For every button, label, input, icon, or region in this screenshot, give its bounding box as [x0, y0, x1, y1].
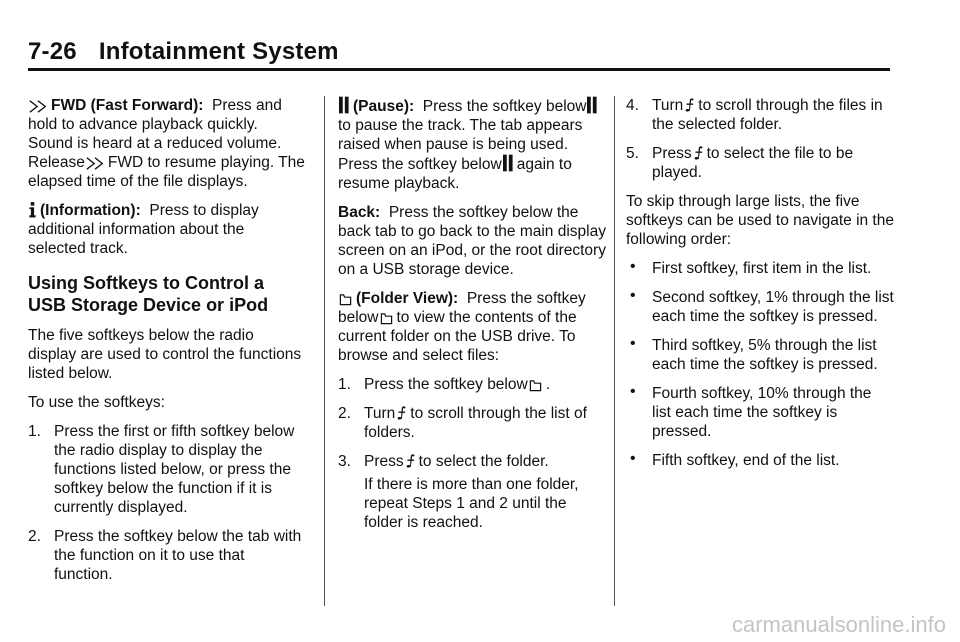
fast-forward-icon	[86, 157, 104, 170]
info-paragraph: (Information): Press to display additional information about the selected track.	[28, 202, 259, 257]
list-item: • Second softkey, 1% through the list each time the softkey is pressed.	[630, 287, 894, 325]
section-heading: Using Softkeys to Control a USB Storage Device or iPod	[28, 273, 269, 315]
list-item: 1. Press the softkey below .	[338, 376, 551, 393]
list-item: 3. Press to select the folder. If there is more than one folder, repeat Steps 1 and 2 until the folder is reached.	[338, 452, 606, 532]
tune-knob-icon	[405, 453, 415, 469]
list-item: • Third softkey, 5% through the list each time the softkey is pressed.	[630, 335, 878, 373]
softkey-steps	[28, 422, 306, 584]
pause-label: (Pause):	[353, 98, 415, 115]
watermark: carmanualsonline.info	[731, 612, 946, 637]
page-header	[28, 38, 890, 66]
fast-forward-icon	[29, 100, 47, 113]
list-item: 2. Press the softkey below the tab with the function on it to use that function.	[28, 528, 302, 583]
folder-icon	[529, 379, 542, 392]
list-item: 1. Press the first or fifth softkey below the radio display to display the functions listed below, or press the softkey below the function if it is currently displayed.	[28, 423, 295, 516]
list-item: 2. Turn to scroll through the list of folders.	[338, 405, 587, 441]
column-divider	[324, 96, 325, 606]
back-paragraph: Back: Press the softkey below the back tab to go back to the main display screen on an iPod, or the root directory on a USB storage device.	[338, 204, 606, 278]
list-item: • First softkey, first item in the list.	[630, 258, 872, 277]
list-item: • Fifth softkey, end of the list.	[630, 450, 840, 469]
skip-intro: To skip through large lists, the five softkeys can be used to navigate in the following order:	[626, 193, 894, 248]
page-title: Infotainment System	[98, 38, 339, 65]
folder-paragraph: (Folder View): Press the softkey below to view the contents of the current folder on the USB drive. To browse and select files:	[338, 290, 586, 364]
file-steps	[626, 96, 894, 182]
folder-icon	[339, 293, 352, 306]
list-item: • Fourth softkey, 10% through the list each time the softkey is pressed.	[630, 383, 872, 440]
folder-steps	[338, 375, 606, 532]
column-3	[626, 96, 894, 480]
list-item: 4. Turn to scroll through the files in the selected folder.	[626, 97, 883, 133]
fwd-paragraph: FWD (Fast Forward): Press and hold to advance playback quickly. Sound is heard at a reduced volume. Release FWD to resume playing. The elapsed time of the file displays.	[28, 97, 305, 190]
tune-knob-icon	[396, 405, 406, 421]
header-rule	[28, 68, 890, 71]
pause-icon	[339, 96, 349, 114]
info-icon	[29, 202, 36, 218]
column-2	[338, 96, 606, 542]
tune-knob-icon	[693, 145, 703, 161]
column-divider	[614, 96, 615, 606]
info-label: (Information):	[40, 202, 141, 219]
softkeys-use: To use the softkeys:	[28, 394, 165, 411]
step-note: If there is more than one folder, repeat Steps 1 and 2 until the folder is reached.	[364, 476, 579, 531]
softkey-bullets	[626, 259, 894, 470]
pause-paragraph: (Pause): Press the softkey belowto pause the track. The tab appears raised when pause is being used. Press the softkey below again to resume playback.	[338, 96, 606, 193]
tune-knob-icon	[684, 97, 694, 113]
column-1	[28, 96, 306, 594]
page-number: 7-26	[28, 38, 77, 65]
back-label: Back:	[338, 204, 381, 221]
softkeys-intro: The five softkeys below the radio display are used to control the functions listed below.	[28, 327, 302, 382]
pause-icon	[587, 96, 597, 114]
pause-icon	[503, 154, 513, 172]
list-item: 5. Press to select the file to be played.	[626, 145, 854, 181]
folder-label: (Folder View):	[356, 290, 459, 307]
fwd-label: FWD (Fast Forward):	[51, 97, 204, 114]
folder-icon	[380, 312, 393, 325]
